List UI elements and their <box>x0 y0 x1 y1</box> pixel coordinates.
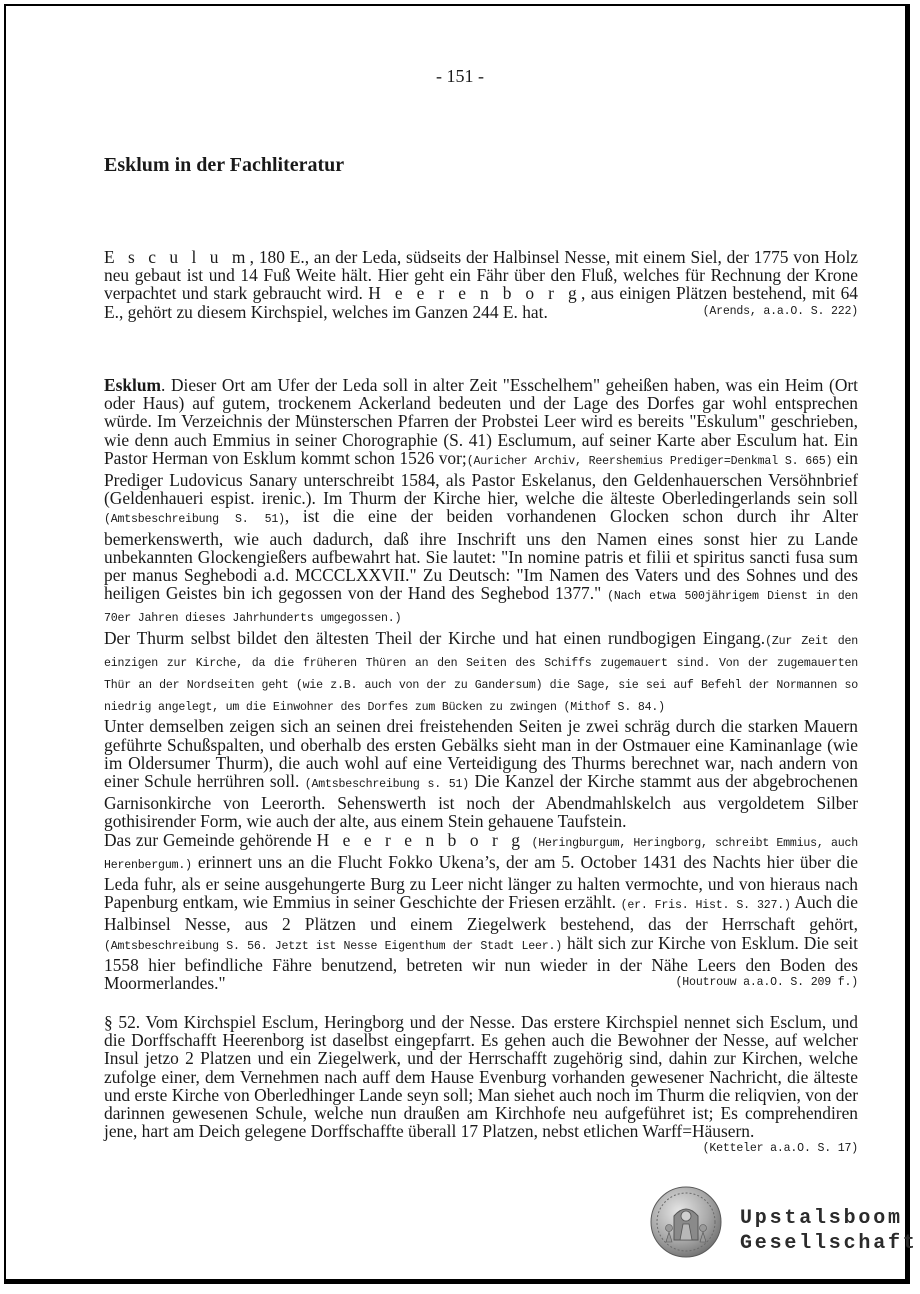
arends-text-2: , aus einigen Plätzen bestehend, mit 64 E., gehört zu diesem Kirchspiel, welches im Ganzen 244 E. hat. <box>104 283 858 322</box>
arends-place-name: E s c u l u m <box>104 247 250 267</box>
houtrouw-paragraph <box>104 376 858 992</box>
houtrouw-text: Auch die Halbinsel Nesse, aus 2 Plätzen und einem Ziegelwerk bestehend, das der Herrschaft gehört, <box>104 892 858 935</box>
houtrouw-text: Unter demselben zeigen sich an seinen drei freistehenden Seiten je zwei schräg durch die starken Mauern geführte Schußspalten, und oberhalb des ersten Gebälks sieht man in der Ostmauer eine Kaminanlage (wie im Oldersumer Thurm), die auch wohl auf eine Verteidigung des Thurms berechnet war, nach andern von einer Schule herrühren soll. <box>104 716 858 792</box>
houtrouw-part-4 <box>104 831 858 993</box>
houtrouw-place-name-2: H e e r e n b o r g <box>316 829 525 850</box>
houtrouw-text: . Dieser Ort am Ufer der Leda soll in alter Zeit "Esschelhem" geheißen haben, was ein Heim (Ort oder Haus) auf gutem, trockenem Ackerland bedeuten und der Lage des Dorfes gar wohl entsprechen würde. Im Verzeichnis der Münsterschen Pfarren der Probstei Leer wird es bereits "Eskulum" geschrieben, wie denn auch Emmius in seiner Chorographie (S. 41) Esclumum, auf seiner Karte aber Esculum hat. Ein Pastor Herman von Esklum kommt schon 1526 vor; <box>104 375 858 468</box>
page-title: Esklum in der Fachliteratur <box>104 154 345 176</box>
houtrouw-note: (Zur Zeit den einzigen zur Kirche, da die früheren Thüren an den Seiten des Schiffs zugemauert sind. Von der zugemauerten Thür an der Nordseiten geht (wie z.B. auch von der zu Gandersum) die Sage, sie sei auf Befehl der Normannen so niedrig angelegt, um die Einwohner des Dorfes zum Bücken zu zwingen (Mithof S. 84.) <box>104 634 858 715</box>
houtrouw-place-name: Esklum <box>104 375 162 395</box>
houtrouw-text: Das zur Gemeinde gehörende <box>104 829 317 850</box>
houtrouw-part-1 <box>104 376 858 629</box>
arends-source: (Arends, a.a.O. S. 222) <box>702 304 858 318</box>
houtrouw-note: (Heringburgum, Heringborg, schreibt Emmius, auch Herenbergum.) <box>104 836 858 872</box>
houtrouw-text: ein Prediger Ludovicus Sanary unterschreibt 1584, als Pastor Eskelanus, den Geldenhauerschen Versöhnbrief (Geldenhaueri espist. irenic.). Im Thurm der Kirche hier, welche die älteste Oberledingerlands sein soll <box>104 447 859 509</box>
houtrouw-note: (Nach etwa 500jährigem Dienst in den 70er Jahren dieses Jahrhunderts umgegossen.) <box>104 590 858 626</box>
houtrouw-note: (Amtsbeschreibung S. 51) <box>104 513 285 527</box>
houtrouw-note: (Auricher Archiv, Reershemius Prediger=Denkmal S. 665) <box>466 454 833 468</box>
houtrouw-text: , ist die eine der beiden vorhandenen Glocken schon durch ihr Alter bemerkenswerth, wie auch dadurch, daß ihre Inschrift uns den Namen eines sonst hier zu Lande unbekannten Glockengießers aufbewahrt hat. Sie lautet: "In nomine patris et filii et spiritus sancti fusa sum per manus Seghebodi a.d. MCCCLXXVII." Zu Deutsch: "Im Namen des Vaters und des Sohnes und des heiligen Geistes bin ich gegossen von der Hand des Seghebod 1377." <box>104 506 858 604</box>
houtrouw-part-2 <box>104 629 858 718</box>
society-logo-text <box>740 1206 918 1256</box>
arends-paragraph <box>104 248 858 321</box>
arends-text: , 180 E., an der Leda, südseits der Halbinsel Nesse, mit einem Siel, der 1775 von Holz neu gebaut ist und 14 Fuß Weite hält. Hier geht ein Fähr über den Fluß, welches für Rechnung der Krone verpachtet und stark gebraucht wird. <box>104 247 858 304</box>
ketteler-source: (Ketteler a.a.O. S. 17) <box>702 1142 858 1156</box>
ketteler-paragraph <box>104 1013 858 1159</box>
houtrouw-note: (Amtsbeschreibung s. 51) <box>304 778 470 792</box>
society-name-line-2: Gesellschaft <box>740 1232 918 1255</box>
houtrouw-note: (Amtsbeschreibung S. 56. Jetzt ist Nesse Eigenthum der Stadt Leer.) <box>104 939 563 953</box>
page-number: - 151 - <box>436 66 484 86</box>
houtrouw-text: Die Kanzel der Kirche stammt aus der abgebrochenen Garnisonkirche von Leerorth. Sehenswerth ist noch der Abendmahlskelch aus vergoldetem Silber gothisirender Form, wie auch der alte, aus einem Stein gehauene Taufstein. <box>104 771 858 832</box>
arends-place-name-2: H e e r e n b o r g <box>368 283 581 304</box>
houtrouw-text: Der Thurm selbst bildet den ältesten Theil der Kirche und hat einen rundbogigen Eingang. <box>104 627 766 648</box>
houtrouw-source: (Houtrouw a.a.O. S. 209 f.) <box>675 976 858 990</box>
houtrouw-part-3 <box>104 717 858 830</box>
seal-icon <box>650 1186 722 1258</box>
houtrouw-note: (er. Fris. Hist. S. 327.) <box>620 899 791 913</box>
ketteler-text: § 52. Vom Kirchspiel Esclum, Heringborg und der Nesse. Das erstere Kirchspiel nennet sich Esclum, und die Dorffschafft Heerenborg ist daselbst eingepfarrt. Es gehen auch die Bewohner der Nesse, auf welcher Insul jetzo 2 Platzen und ein Ziegelwerk, und der Herrschafft zugehörig sind, dahin zur Kirchen, welche zufolge einer, dem Vernehmen nach auff dem Hause Evenburg vorhanden gewesener Nachricht, die älteste und erste Kirche von Oberledhinger Lande seyn soll; Man siehet auch noch im Thurm die reliqvien, von der darinnen gewesenen Schule, welche nun draußen am Kirchhofe neu aufgeführet ist; Es comprehendiren jene, hart am Deich gelegene Dorffschaffte überall 17 Platzen, nebst etlichen Warff=Häusern. <box>104 1012 858 1142</box>
houtrouw-text: erinnert uns an die Flucht Fokko Ukena’s, der am 5. October 1431 des Nachts hier über die Leda fuhr, als er seine ausgehungerte Burg zu Leer nicht länger zu halten vermochte, und von hieraus nach Papenburg entkam, wie Emmius in seiner Geschichte der Friesen erzählt. <box>104 851 858 913</box>
houtrouw-text: hält sich zur Kirche von Esklum. Die seit 1558 hier befindliche Fähre benutzend, betreten wir nun wieder in der Nähe Leers den Boden des Moormerlandes." <box>104 932 859 994</box>
society-name-line-1: Upstalsboom <box>740 1207 903 1230</box>
